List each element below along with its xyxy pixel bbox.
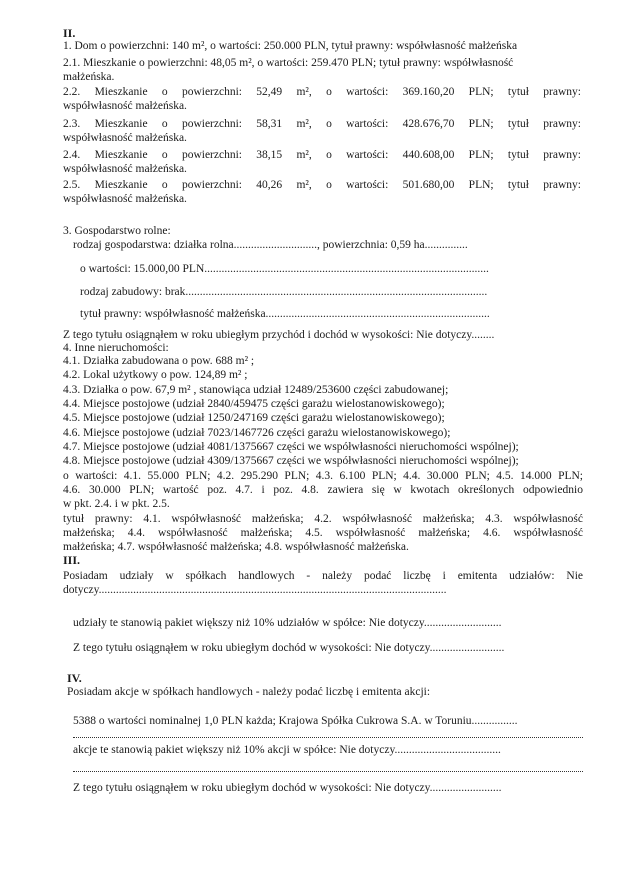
apartment-2-5-line-2: współwłasność małżeńska. bbox=[63, 193, 187, 205]
property-values-line-3: w pkt. 2.4. i w pkt. 2.5. bbox=[63, 498, 170, 510]
shares-package-line: udziały te stanowią pakiet większy niż 10% udziałów w spółce: Nie dotyczy........................... bbox=[73, 617, 502, 629]
property-title-line-2: małżeńska; 4.4. współwłasność małżeńska; 4.5. współwłasność małżeńska; 4.6. współwłasność bbox=[63, 527, 583, 539]
stocks-holding-line: 5388 o wartości nominalnej 1,0 PLN każda; Krajowa Spółka Cukrowa S.A. w Toruniu................ bbox=[73, 715, 518, 727]
stocks-question-line: Posiadam akcje w spółkach handlowych - należy podać liczbę i emitenta akcji: bbox=[67, 686, 431, 698]
section-heading-ii: II. bbox=[63, 26, 76, 40]
property-4-8: 4.8. Miejsce postojowe (udział 4309/1375667 części we współwłasności nieruchomości wspólnej); bbox=[63, 455, 519, 467]
section-heading-iv: IV. bbox=[67, 671, 82, 685]
property-4-3: 4.3. Działka o pow. 67,9 m² , stanowiąca udział 12489/253600 części zabudowanej; bbox=[63, 384, 449, 396]
property-4-2: 4.2. Lokal użytkowy o pow. 124,89 m² ; bbox=[63, 369, 248, 381]
section-heading-iii: III. bbox=[63, 553, 81, 567]
property-title-line-3: małżeńska; 4.7. współwłasność małżeńska; 4.8. współwłasność małżeńska. bbox=[63, 541, 409, 553]
apartment-2-5-line-1: 2.5. Mieszkanie o powierzchni: 40,26 m², o wartości: 501.680,00 PLN; tytuł prawny: bbox=[63, 179, 581, 191]
property-4-1: 4.1. Działka zabudowana o pow. 688 m² ; bbox=[63, 355, 255, 367]
shares-question-line-2: dotyczy......................................................................................................................... bbox=[63, 584, 447, 596]
apartment-2-4-line-2: współwłasność małżeńska. bbox=[63, 163, 187, 175]
apartment-2-4-line-1: 2.4. Mieszkanie o powierzchni: 38,15 m², o wartości: 440.608,00 PLN; tytuł prawny: bbox=[63, 149, 581, 161]
farm-title-line: tytuł prawny: współwłasność małżeńska.............................................................................. bbox=[80, 308, 490, 320]
apartment-2-1-line-1: 2.1. Mieszkanie o powierzchni: 48,05 m², o wartości: 259.470 PLN; tytuł prawny: współwłasność bbox=[63, 57, 514, 69]
property-4-6: 4.6. Miejsce postojowe (udział 7023/1467726 części garażu wielostanowiskowego); bbox=[63, 427, 451, 439]
apartment-2-3-line-2: współwłasność małżeńska. bbox=[63, 132, 187, 144]
property-title-line-1: tytuł prawny: 4.1. współwłasność małżeńska; 4.2. współwłasność małżeńska; 4.3. współwłasność bbox=[63, 513, 583, 525]
farm-heading: 3. Gospodarstwo rolne: bbox=[63, 225, 171, 237]
farm-buildings-line: rodzaj zabudowy: brak......................................................................................................... bbox=[80, 286, 488, 298]
apartment-2-3-line-1: 2.3. Mieszkanie o powierzchni: 58,31 m², o wartości: 428.676,70 PLN; tytuł prawny: bbox=[63, 118, 581, 130]
farm-type-line: rodzaj gospodarstwa: działka rolna............................., powierzchnia: 0,59 ha............... bbox=[73, 239, 468, 251]
apartment-2-2-line-1: 2.2. Mieszkanie o powierzchni: 52,49 m², o wartości: 369.160,20 PLN; tytuł prawny: bbox=[63, 86, 581, 98]
dotted-fill-line bbox=[73, 771, 583, 772]
house-line: 1. Dom o powierzchni: 140 m², o wartości: 250.000 PLN, tytuł prawny: współwłasność małżeńska bbox=[63, 40, 518, 52]
stocks-package-line: akcje te stanowią pakiet większy niż 10% akcji w spółce: Nie dotyczy..................................... bbox=[73, 744, 501, 756]
property-values-line-2: 4.6. 30.000 PLN; wartość poz. 4.7. i poz. 4.8. zawiera się w kwotach określonych odpowiednio bbox=[63, 484, 583, 496]
other-property-heading: 4. Inne nieruchomości: bbox=[63, 342, 169, 354]
shares-question-line-1: Posiadam udziały w spółkach handlowych - należy podać liczbę i emitenta udziałów: Nie bbox=[63, 570, 583, 582]
stocks-income-line: Z tego tytułu osiągnąłem w roku ubiegłym dochód w wysokości: Nie dotyczy......................... bbox=[73, 782, 502, 794]
property-values-line-1: o wartości: 4.1. 55.000 PLN; 4.2. 295.290 PLN; 4.3. 6.100 PLN; 4.4. 30.000 PLN; 4.5. 14.000 PLN; bbox=[63, 470, 583, 482]
property-4-5: 4.5. Miejsce postojowe (udział 1250/247169 części garażu wielostanowiskowego); bbox=[63, 412, 445, 424]
farm-value-line: o wartości: 15.000,00 PLN................................................................................................... bbox=[80, 263, 489, 275]
property-4-7: 4.7. Miejsce postojowe (udział 4081/1375667 części we współwłasności nieruchomości wspólnej); bbox=[63, 441, 519, 453]
shares-income-line: Z tego tytułu osiągnąłem w roku ubiegłym dochód w wysokości: Nie dotyczy.......................... bbox=[73, 642, 505, 654]
dotted-fill-line bbox=[73, 737, 583, 738]
farm-income-line: Z tego tytułu osiągnąłem w roku ubiegłym przychód i dochód w wysokości: Nie dotyczy........ bbox=[63, 329, 495, 341]
property-4-4: 4.4. Miejsce postojowe (udział 2840/459475 części garażu wielostanowiskowego); bbox=[63, 398, 445, 410]
apartment-2-2-line-2: współwłasność małżeńska. bbox=[63, 100, 187, 112]
apartment-2-1-line-2: małżeńska. bbox=[63, 71, 115, 83]
